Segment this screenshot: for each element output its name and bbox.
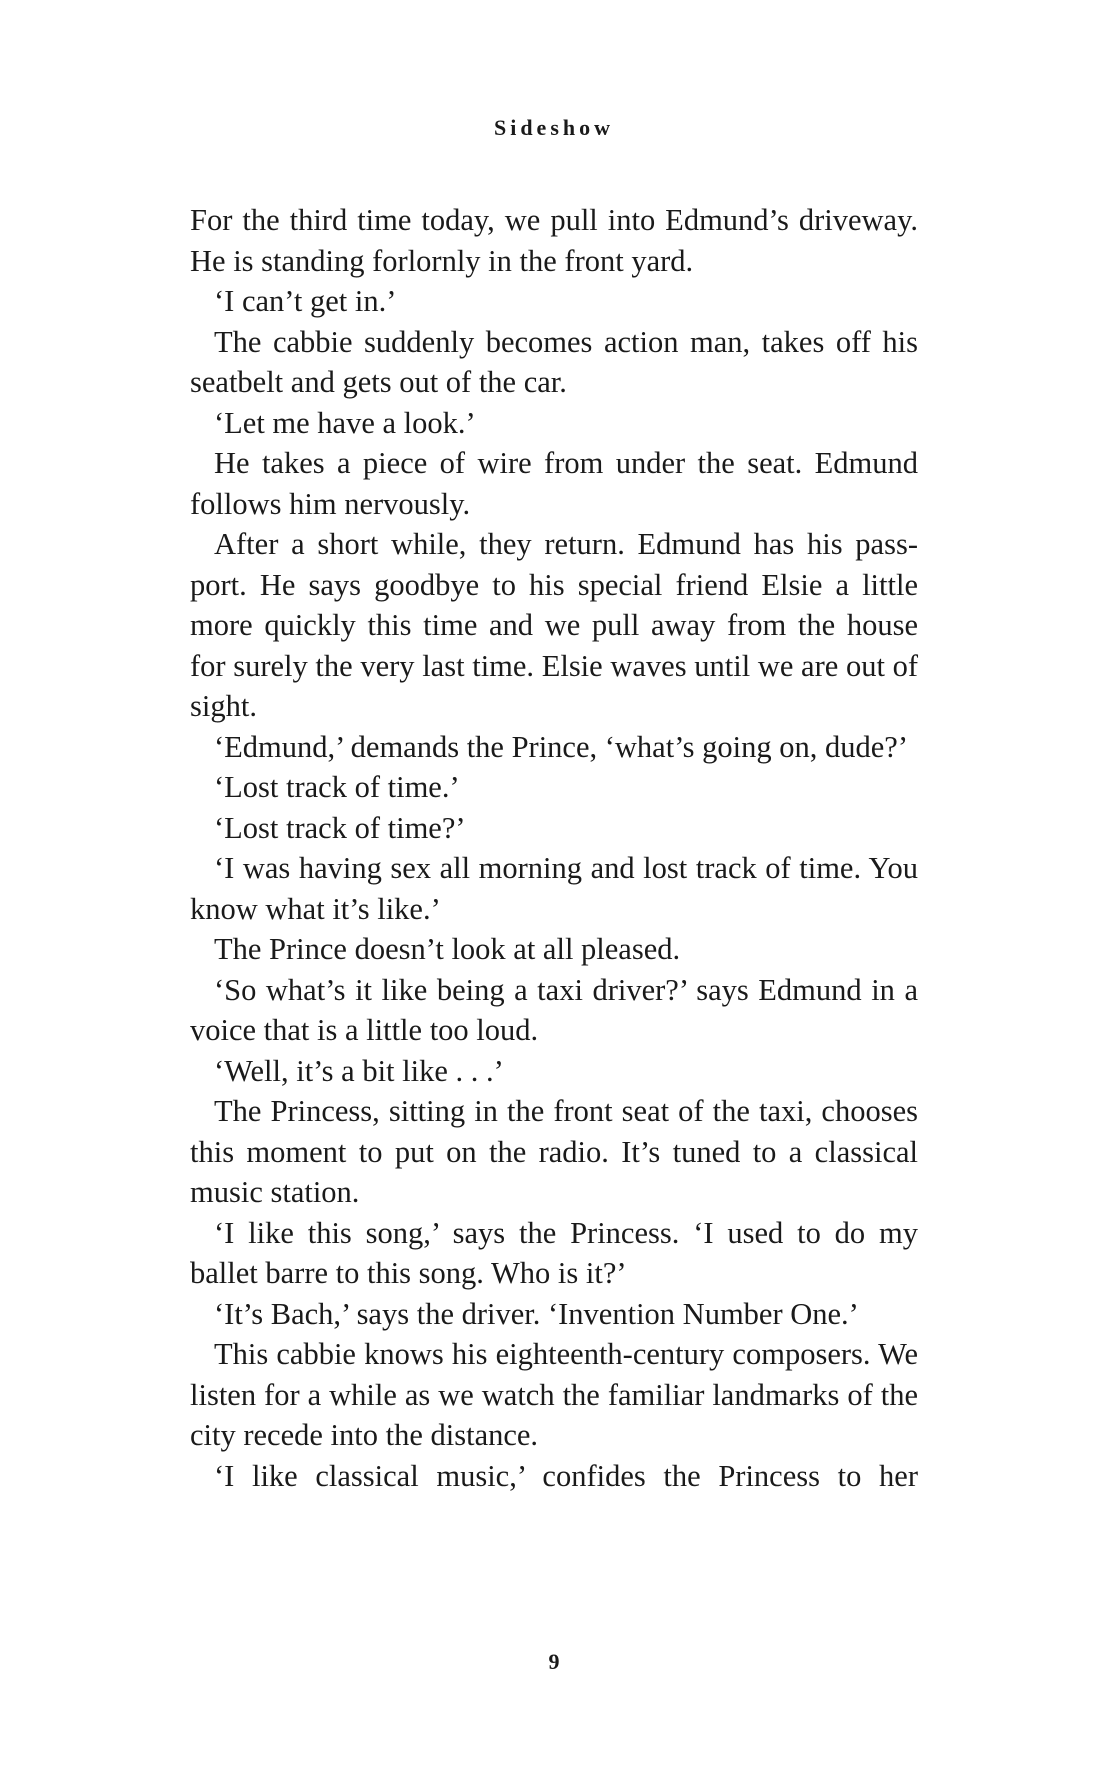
paragraph: ‘Lost track of time.’ [214, 770, 460, 804]
paragraph: ‘Well, it’s a bit like . . .’ [214, 1053, 504, 1088]
paragraph: ‘I like classical music,’ confides the Princess to her [214, 1458, 918, 1493]
paragraph: He takes a piece of wire from under the seat. Edmund follows him nervously. [190, 446, 918, 521]
paragraph: ‘Edmund,’ demands the Prince, ‘what’s going on, dude?’ [214, 729, 908, 764]
paragraph: ‘So what’s it like being a taxi driver?’ says Edmund in a voice that is a little too loud. [190, 972, 918, 1047]
paragraph: ‘I can’t get in.’ [214, 284, 397, 318]
paragraph: This cabbie knows his eighteenth-century composers. We listen for a while as we watch the familiar landmarks of the city recede into the distance. [190, 1337, 918, 1452]
paragraph: The Princess, sitting in the front seat of the taxi, chooses this moment to put on the radio. It’s tuned to a classical music station. [190, 1094, 918, 1209]
body-text [190, 200, 918, 1496]
paragraph: After a short while, they return. Edmund has his passport. He says goodbye to his special friend Elsie a little more quickly this time and we pull away from the house for surely the very last time. Elsie waves until we are out of sight. [190, 527, 918, 723]
paragraph: ‘It’s Bach,’ says the driver. ‘Invention Number One.’ [214, 1296, 859, 1331]
page-number: 9 [548, 1649, 560, 1674]
paragraph: ‘I was having sex all morning and lost track of time. You know what it’s like.’ [190, 851, 918, 926]
running-head: Sideshow [493, 115, 615, 140]
paragraph: The cabbie suddenly becomes action man, takes off his seatbelt and gets out of the car. [190, 324, 918, 399]
paragraph: ‘I like this song,’ says the Princess. ‘I used to do my ballet barre to this song. Who is it?’ [190, 1215, 918, 1290]
paragraph: ‘Lost track of time?’ [214, 810, 466, 845]
paragraph: ‘Let me have a look.’ [214, 405, 476, 440]
paragraph: The Prince doesn’t look at all pleased. [214, 932, 681, 966]
paragraph: For the third time today, we pull into Edmund’s driveway. He is standing forlornly in the front yard. [190, 203, 918, 278]
